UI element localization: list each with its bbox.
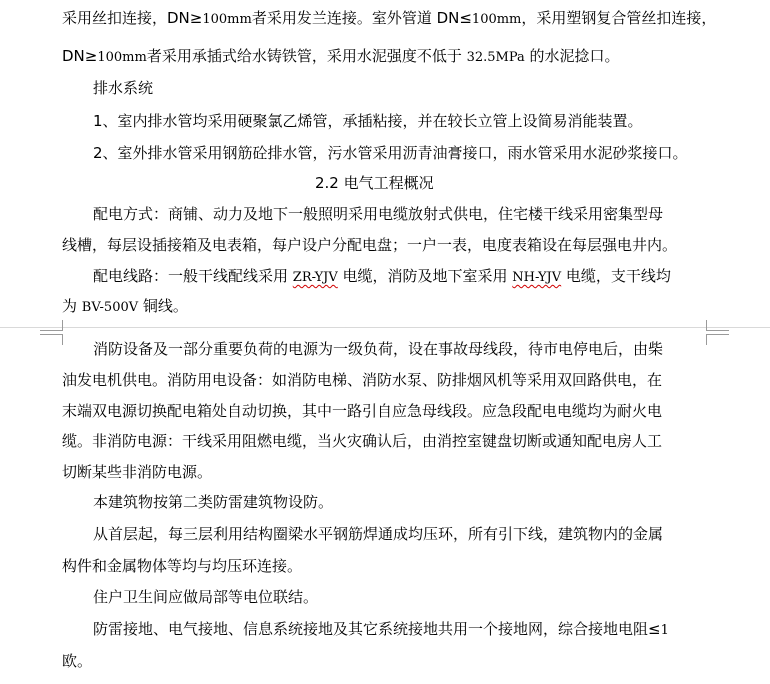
margin-corner-mark	[40, 334, 63, 345]
document-page: 采用丝扣连接，DN≥100mm者采用发兰连接。室外管道 DN≤100mm，采用塑钢复合管丝扣连接， DN≥100mm者采用承插式给水铸铁管，采用水泥强度不低于 32.5MPa 的水泥捻口。 排水系统 1、室内排水管均采用硬聚氯乙烯管，承插粘接，并在较长立管上设简易消能装置。 2、室外排水管采用钢筋砼排水管，污水管采用沥青油膏接口，雨水管采用水泥砂浆接口。 2.2 电气工程概况 配电方式：商铺、动力及地下一般照明采用电缆放射式供电，住宅楼干线采用密集型母 线槽，每层设插接箱及电表箱，每户设户分配电盘；一户一表，电度表箱设在每层强电井内。 配电线路：一般干线配线采用 ZR-YJV 电缆，消防及地下室采用 NH-YJV 电缆，支干线均 为 BV-500V 铜线。 消防设备及一部分重要负荷的电源为一级负荷，设在事故母线段，待市电停电后，由柴 油发电机供电。消防用电设备：如消防电梯、消防水泵、防排烟风机等采用双回路供电，在 末端双电源切换配电箱处自动切换，其中一路引自应急母线段。应急段配电电缆均为耐火电 缆。非消防电源：干线采用阻燃电缆，当火灾确认后，由消控室键盘切断或通知配电房人工 切断某些非消防电源。 本建筑物按第二类防雷建筑物设防。 从首层起，每三层利用结构圈梁水平钢筋焊通成均压环，所有引下线，建筑物内的金属 构件和金属物体等均与均压环连接。 住户卫生间应做局部等电位联结。 防雷接地、电气接地、信息系统接地及其它系统接地共用一个接地网，综合接地电阻≤1 欧。	[0, 0, 770, 684]
number-run: 100mm	[471, 12, 522, 27]
text-run: 电缆，消防及地下室采用	[337, 267, 513, 285]
text-run: 采用丝扣连接，DN≥	[62, 9, 203, 27]
number-run: 100mm	[97, 50, 147, 65]
number-run: 100mm	[202, 12, 252, 27]
text-run: 防雷接地、电气接地、信息系统接地及其它系统接地共用一个接地网，综合接地电阻≤	[93, 620, 661, 638]
text-run: 电缆，支干线均	[561, 267, 671, 285]
text-run: 配电线路：一般干线配线采用	[93, 267, 293, 285]
text-run: 为	[62, 297, 82, 315]
margin-corner-mark	[706, 334, 729, 345]
text-run: 铜线。	[138, 297, 188, 315]
text-run: ，采用塑钢复合管丝扣连接，	[521, 9, 717, 27]
cable-code: BV-500V	[81, 300, 139, 315]
text-run: 者采用承插式给水铸铁管，采用水泥强度不低于	[146, 47, 467, 65]
text-run: 的水泥捻口。	[524, 47, 620, 65]
margin-corner-mark	[706, 320, 729, 331]
margin-corner-mark	[40, 320, 63, 331]
number-run: 1	[660, 623, 669, 638]
cable-code: NH-YJV	[512, 270, 562, 285]
page-break	[0, 320, 770, 334]
page-break-rule	[0, 327, 770, 328]
text-run: DN≥	[62, 47, 98, 65]
text-run: 者采用发兰连接。室外管道 DN≤	[251, 9, 472, 27]
cable-code: ZR-YJV	[292, 270, 338, 285]
number-run: 32.5MPa	[466, 50, 525, 65]
